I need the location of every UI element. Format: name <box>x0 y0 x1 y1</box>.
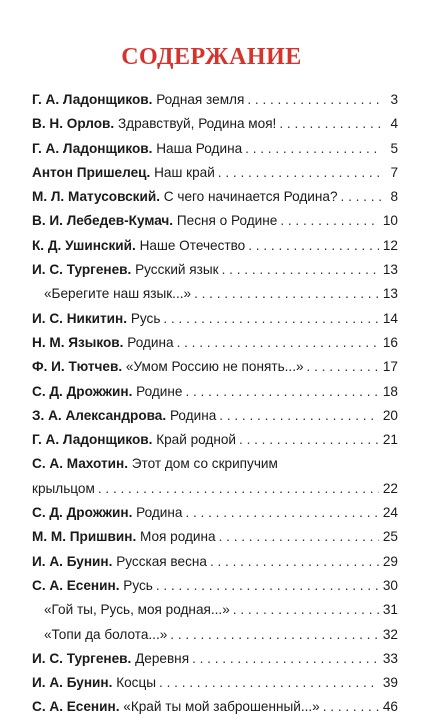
toc-entry[interactable] <box>32 282 398 306</box>
entry-title: Родина <box>127 334 174 350</box>
dot-leader <box>219 525 379 549</box>
toc-entry[interactable] <box>32 355 398 379</box>
entry-page-number: 32 <box>382 626 398 642</box>
toc-entry[interactable] <box>32 671 398 695</box>
toc-entry[interactable] <box>32 501 398 525</box>
entry-title: «Топи да болота...» <box>44 626 168 642</box>
entry-title: Русский язык <box>135 262 219 278</box>
entry-page-number: 13 <box>382 286 398 302</box>
entry-author: Г. А. Ладонщиков. <box>32 140 153 156</box>
entry-page-number: 24 <box>382 505 398 521</box>
entry-author: И. С. Тургенев. <box>32 262 132 278</box>
entry-author: М. Л. Матусовский. <box>32 189 160 205</box>
entry-title: Косцы <box>116 675 157 691</box>
entry-page-number: 33 <box>382 650 398 666</box>
toc-entry[interactable] <box>32 209 398 233</box>
entry-title: Родная земля <box>156 92 245 107</box>
dot-leader <box>156 574 379 598</box>
entry-page-number: 22 <box>382 480 398 496</box>
entry-author: С. А. Есенин. <box>32 699 120 715</box>
entry-author: В. И. Лебедев-Кумач. <box>32 213 174 229</box>
entry-page-number: 39 <box>382 675 398 691</box>
dot-leader <box>194 282 379 306</box>
toc-entry[interactable] <box>32 258 398 282</box>
entry-title: Этот дом со скрипучим <box>131 456 278 472</box>
toc-entry[interactable] <box>32 452 398 501</box>
entry-page-number: 3 <box>390 92 398 107</box>
entry-author: С. Д. Дрожжин. <box>32 383 133 399</box>
dot-leader <box>192 647 379 671</box>
entry-title: Деревня <box>135 650 190 666</box>
entry-title: «Берегите наш язык...» <box>44 286 192 302</box>
entry-title: Русь <box>130 310 161 326</box>
dot-leader <box>239 428 379 452</box>
entry-page-number: 14 <box>382 310 398 326</box>
dot-leader <box>307 355 379 379</box>
dot-leader <box>341 185 382 209</box>
entry-page-number: 12 <box>382 237 398 253</box>
entry-title: Наша Родина <box>156 140 243 156</box>
entry-page-number: 31 <box>382 602 398 618</box>
toc-entry[interactable] <box>32 234 398 258</box>
toc-entry[interactable] <box>32 331 398 355</box>
dot-leader <box>245 137 382 161</box>
entry-title: Наш край <box>154 164 215 180</box>
dot-leader <box>185 501 378 525</box>
entry-title: Родине <box>136 383 183 399</box>
entry-author: Антон Пришелец. <box>32 164 151 180</box>
entry-author: Г. А. Ладонщиков. <box>32 432 153 448</box>
dot-leader <box>218 161 382 185</box>
entry-page-number: 21 <box>382 432 398 448</box>
toc-entry[interactable] <box>32 137 398 161</box>
dot-leader <box>279 112 382 136</box>
entry-page-number: 10 <box>382 213 398 229</box>
toc-entry[interactable] <box>32 550 398 574</box>
table-of-contents <box>32 88 398 720</box>
dot-leader <box>323 695 379 719</box>
toc-entry[interactable] <box>32 623 398 647</box>
entry-title-continuation: крыльцом <box>32 480 95 496</box>
entry-page-number: 13 <box>382 262 398 278</box>
toc-entry[interactable] <box>32 112 398 136</box>
dot-leader <box>185 380 378 404</box>
dot-leader <box>222 258 379 282</box>
entry-author: И. А. Бунин. <box>32 675 113 691</box>
toc-entry[interactable] <box>32 185 398 209</box>
entry-title: Родина <box>136 505 183 521</box>
entry-author: И. А. Бунин. <box>32 553 113 569</box>
toc-entry[interactable] <box>32 380 398 404</box>
toc-entry[interactable] <box>32 88 398 112</box>
entry-title: Русская весна <box>116 553 207 569</box>
dot-leader <box>210 550 379 574</box>
dot-leader <box>163 307 378 331</box>
entry-title: «Умом Россию не понять...» <box>125 359 304 375</box>
toc-entry[interactable] <box>32 525 398 549</box>
dot-leader <box>280 209 379 233</box>
entry-author: К. Д. Ушинский. <box>32 237 136 253</box>
entry-title: С чего начинается Родина? <box>163 189 338 205</box>
entry-page-number: 29 <box>382 553 398 569</box>
entry-title: Русь <box>123 577 153 593</box>
entry-author: С. А. Махотин. <box>32 456 128 472</box>
entry-page-number: 16 <box>382 334 398 350</box>
entry-author: С. А. Есенин. <box>32 577 120 593</box>
dot-leader <box>159 671 379 695</box>
entry-author: И. С. Никитин. <box>32 310 128 326</box>
toc-entry[interactable] <box>32 598 398 622</box>
entry-page-number: 8 <box>390 189 398 205</box>
entry-page-number: 25 <box>382 529 398 545</box>
entry-page-number: 30 <box>382 577 398 593</box>
entry-author: И. С. Тургенев. <box>32 650 132 666</box>
entry-title: «Край ты мой заброшенный...» <box>123 699 320 715</box>
entry-title: Песня о Родине <box>176 213 278 229</box>
entry-page-number: 17 <box>382 359 398 375</box>
toc-entry[interactable] <box>32 695 398 719</box>
dot-leader <box>219 404 379 428</box>
entry-title: Край родной <box>156 432 237 448</box>
entry-title: Моя родина <box>140 529 216 545</box>
entry-title: Здравствуй, Родина моя! <box>117 116 277 132</box>
entry-author: В. Н. Орлов. <box>32 116 115 132</box>
dot-leader <box>170 623 379 647</box>
entry-author: С. Д. Дрожжин. <box>32 505 133 521</box>
entry-page-number: 20 <box>382 407 398 423</box>
entry-title: «Гой ты, Русь, моя родная...» <box>44 602 230 618</box>
toc-entry[interactable] <box>32 404 398 428</box>
dot-leader <box>247 88 382 112</box>
page-title: СОДЕРЖАНИЕ <box>121 44 302 70</box>
dot-leader <box>177 331 379 355</box>
entry-page-number: 7 <box>390 164 398 180</box>
toc-entry[interactable] <box>32 428 398 452</box>
dot-leader <box>248 234 379 258</box>
entry-author: М. М. Пришвин. <box>32 529 137 545</box>
entry-page-number: 4 <box>390 116 398 132</box>
toc-entry[interactable] <box>32 161 398 185</box>
entry-page-number: 5 <box>390 140 398 156</box>
entry-title: Наше Отечество <box>139 237 246 253</box>
entry-author: Ф. И. Тютчев. <box>32 359 123 375</box>
entry-author: Н. М. Языков. <box>32 334 124 350</box>
toc-entry[interactable] <box>32 574 398 598</box>
entry-page-number: 18 <box>382 383 398 399</box>
entry-title: Родина <box>169 407 217 423</box>
toc-entry[interactable] <box>32 307 398 331</box>
entry-author: З. А. Александрова. <box>32 407 167 423</box>
entry-author: Г. А. Ладонщиков. <box>32 92 153 107</box>
toc-entry[interactable] <box>32 647 398 671</box>
entry-page-number: 46 <box>382 699 398 715</box>
dot-leader <box>98 477 379 501</box>
dot-leader <box>233 598 379 622</box>
